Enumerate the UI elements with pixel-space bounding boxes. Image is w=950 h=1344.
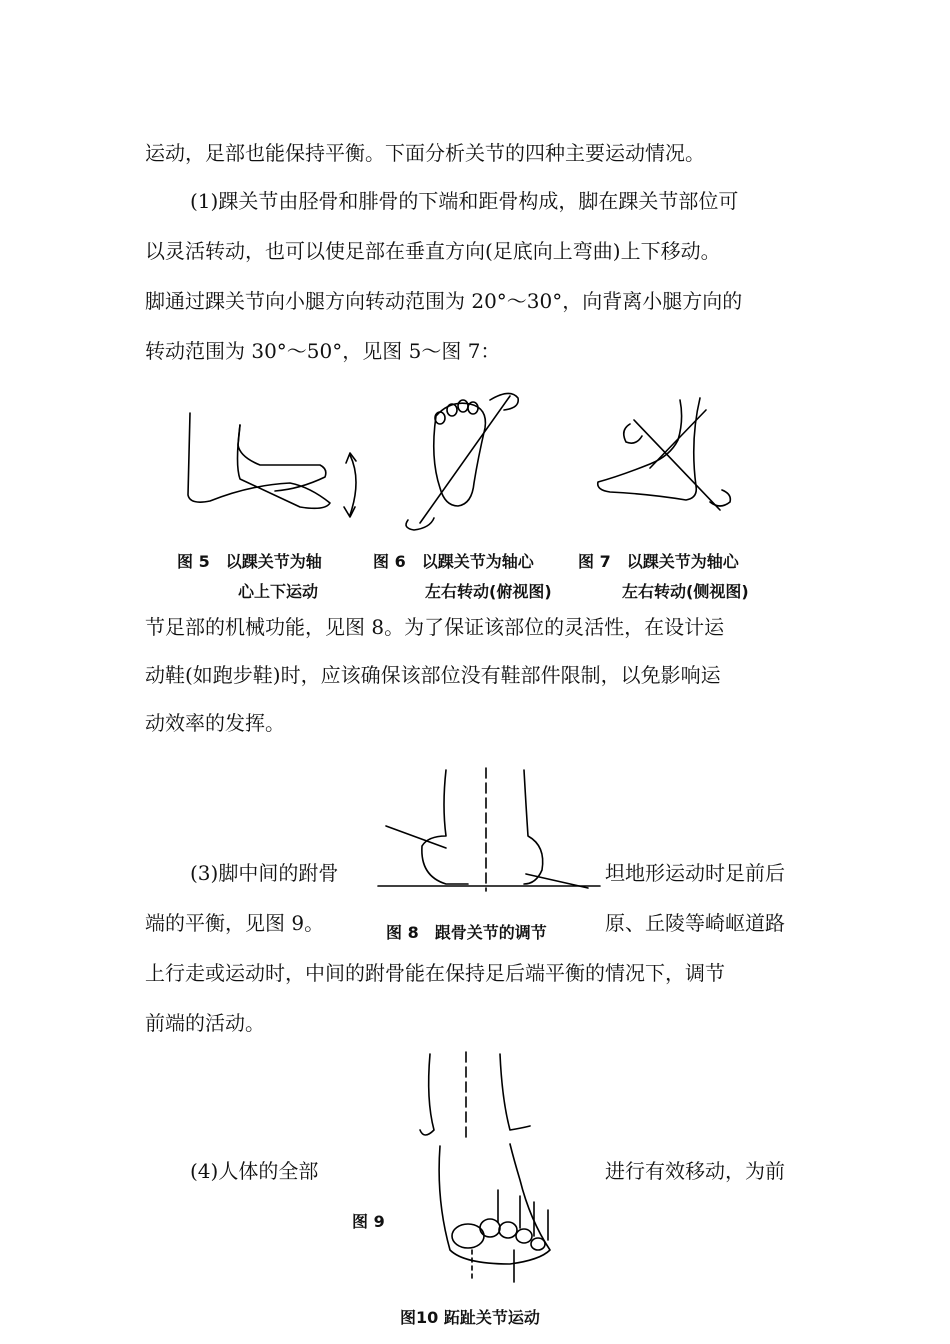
paragraph-line: 进行有效移动，为前 <box>605 1159 785 1183</box>
figure-5-caption-line2: 心上下运动 <box>238 582 319 601</box>
figure-8-caption: 图 8 跟骨关节的调节 <box>386 923 547 942</box>
paragraph-line: 坦地形运动时足前后 <box>605 861 785 885</box>
paragraph-line: (4)人体的全部 <box>190 1159 319 1183</box>
paragraph-line: 动鞋(如跑步鞋)时，应该确保该部位没有鞋部件限制，以免影响运 <box>145 663 721 687</box>
paragraph-line: 运动，足部也能保持平衡。下面分析关节的四种主要运动情况。 <box>145 141 705 165</box>
figure-10-toe-joint-image <box>410 1050 580 1290</box>
figure-7-caption-line2: 左右转动(侧视图) <box>622 582 749 601</box>
figure-5-ankle-updown-image <box>180 405 370 535</box>
paragraph-line: 动效率的发挥。 <box>145 711 285 735</box>
figure-6-caption: 图 6 以踝关节为轴心 <box>373 552 534 571</box>
figure-9-caption: 图 9 <box>352 1212 385 1231</box>
figure-7-caption: 图 7 以踝关节为轴心 <box>578 552 739 571</box>
figure-5-caption: 图 5 以踝关节为轴 <box>177 552 322 571</box>
paragraph-line: (1)踝关节由胫骨和腓骨的下端和距骨构成，脚在踝关节部位可 <box>190 189 739 213</box>
paragraph-line: 脚通过踝关节向小腿方向转动范围为 20°～30°，向背离小腿方向的 <box>145 289 743 313</box>
paragraph-line: (3)脚中间的跗骨 <box>190 861 339 885</box>
figure-6-ankle-rotation-top-view-image <box>400 388 530 536</box>
paragraph-line: 端的平衡，见图 9。 <box>145 911 325 935</box>
paragraph-line: 以灵活转动，也可以使足部在垂直方向(足底向上弯曲)上下移动。 <box>145 239 721 263</box>
figure-6-caption-line2: 左右转动(俯视图) <box>425 582 552 601</box>
figure-10-caption: 图10 跖趾关节运动 <box>400 1308 540 1327</box>
paragraph-line: 转动范围为 30°～50°，见图 5～图 7： <box>145 339 501 363</box>
paragraph-line: 原、丘陵等崎岖道路 <box>605 911 785 935</box>
paragraph-line: 前端的活动。 <box>145 1011 265 1035</box>
paragraph-line: 上行走或运动时，中间的跗骨能在保持足后端平衡的情况下，调节 <box>145 961 725 985</box>
paragraph-line: 节足部的机械功能，见图 8。为了保证该部位的灵活性，在设计运 <box>145 615 725 639</box>
figure-7-ankle-rotation-side-view-image <box>590 390 750 530</box>
figure-8-heel-joint-image <box>376 766 602 900</box>
